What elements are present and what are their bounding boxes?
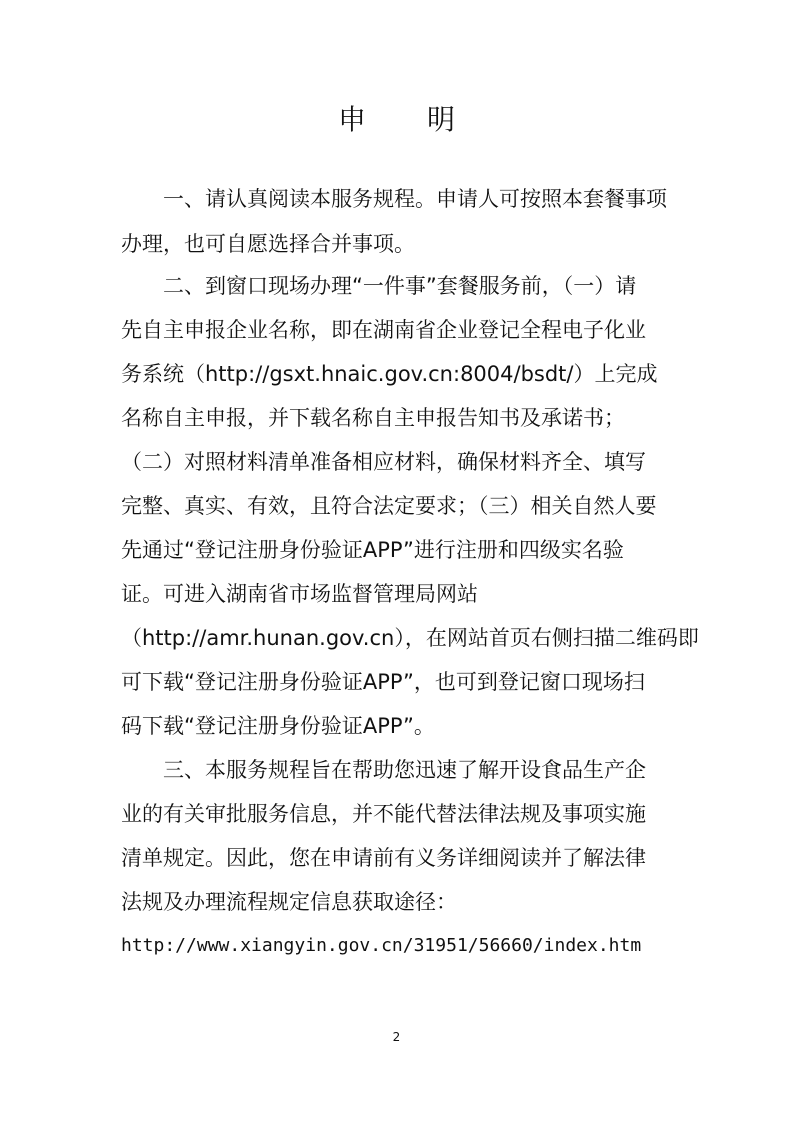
paragraph-2-line-2: 先自主申报企业名称，即在湖南省企业登记全程电子化业 [121, 318, 646, 342]
paragraph-3-line-4: 法规及办理流程规定信息获取途径： [121, 890, 457, 914]
paragraph-2-line-8: 证。可进入湖南省市场监督管理局网站 [121, 582, 478, 606]
paragraph-3-line-3: 清单规定。因此，您在申请前有义务详细阅读并了解法律 [121, 846, 646, 870]
paragraph-2-line-1: 二、到窗口现场办理“一件事”套餐服务前，（一）请 [163, 274, 637, 298]
paragraph-3-line-1: 三、本服务规程旨在帮助您迅速了解开设食品生产企 [163, 758, 646, 782]
paragraph-2-line-6: 完整、真实、有效，且符合法定要求；（三）相关自然人要 [121, 494, 657, 518]
page-title: 申 明 [338, 103, 481, 136]
paragraph-3-line-2: 业的有关审批服务信息，并不能代替法律法规及事项实施 [121, 802, 646, 826]
info-url: http://www.xiangyin.gov.cn/31951/56660/index.htm [121, 935, 642, 956]
paragraph-1-line-1: 一、请认真阅读本服务规程。申请人可按照本套餐事项 [163, 187, 667, 211]
paragraph-2-line-3: 务系统（http://gsxt.hnaic.gov.cn:8004/bsdt/）上完成 [121, 362, 658, 386]
paragraph-1-line-2: 办理，也可自愿选择合并事项。 [121, 232, 415, 256]
paragraph-2-line-7: 先通过“登记注册身份验证APP”进行注册和四级实名验 [121, 538, 624, 562]
paragraph-2-line-9: （http://amr.hunan.gov.cn），在网站首页右侧扫描二维码即 [121, 626, 699, 650]
paragraph-2-line-11: 码下载“登记注册身份验证APP”。 [121, 714, 435, 738]
paragraph-2-line-4: 名称自主申报，并下载名称自主申报告知书及承诺书； [121, 406, 625, 430]
page-number: 2 [392, 1030, 401, 1044]
paragraph-2-line-10: 可下载“登记注册身份验证APP”，也可到登记窗口现场扫 [121, 670, 645, 694]
paragraph-2-line-5: （二）对照材料清单准备相应材料，确保材料齐全、填写 [121, 450, 646, 474]
